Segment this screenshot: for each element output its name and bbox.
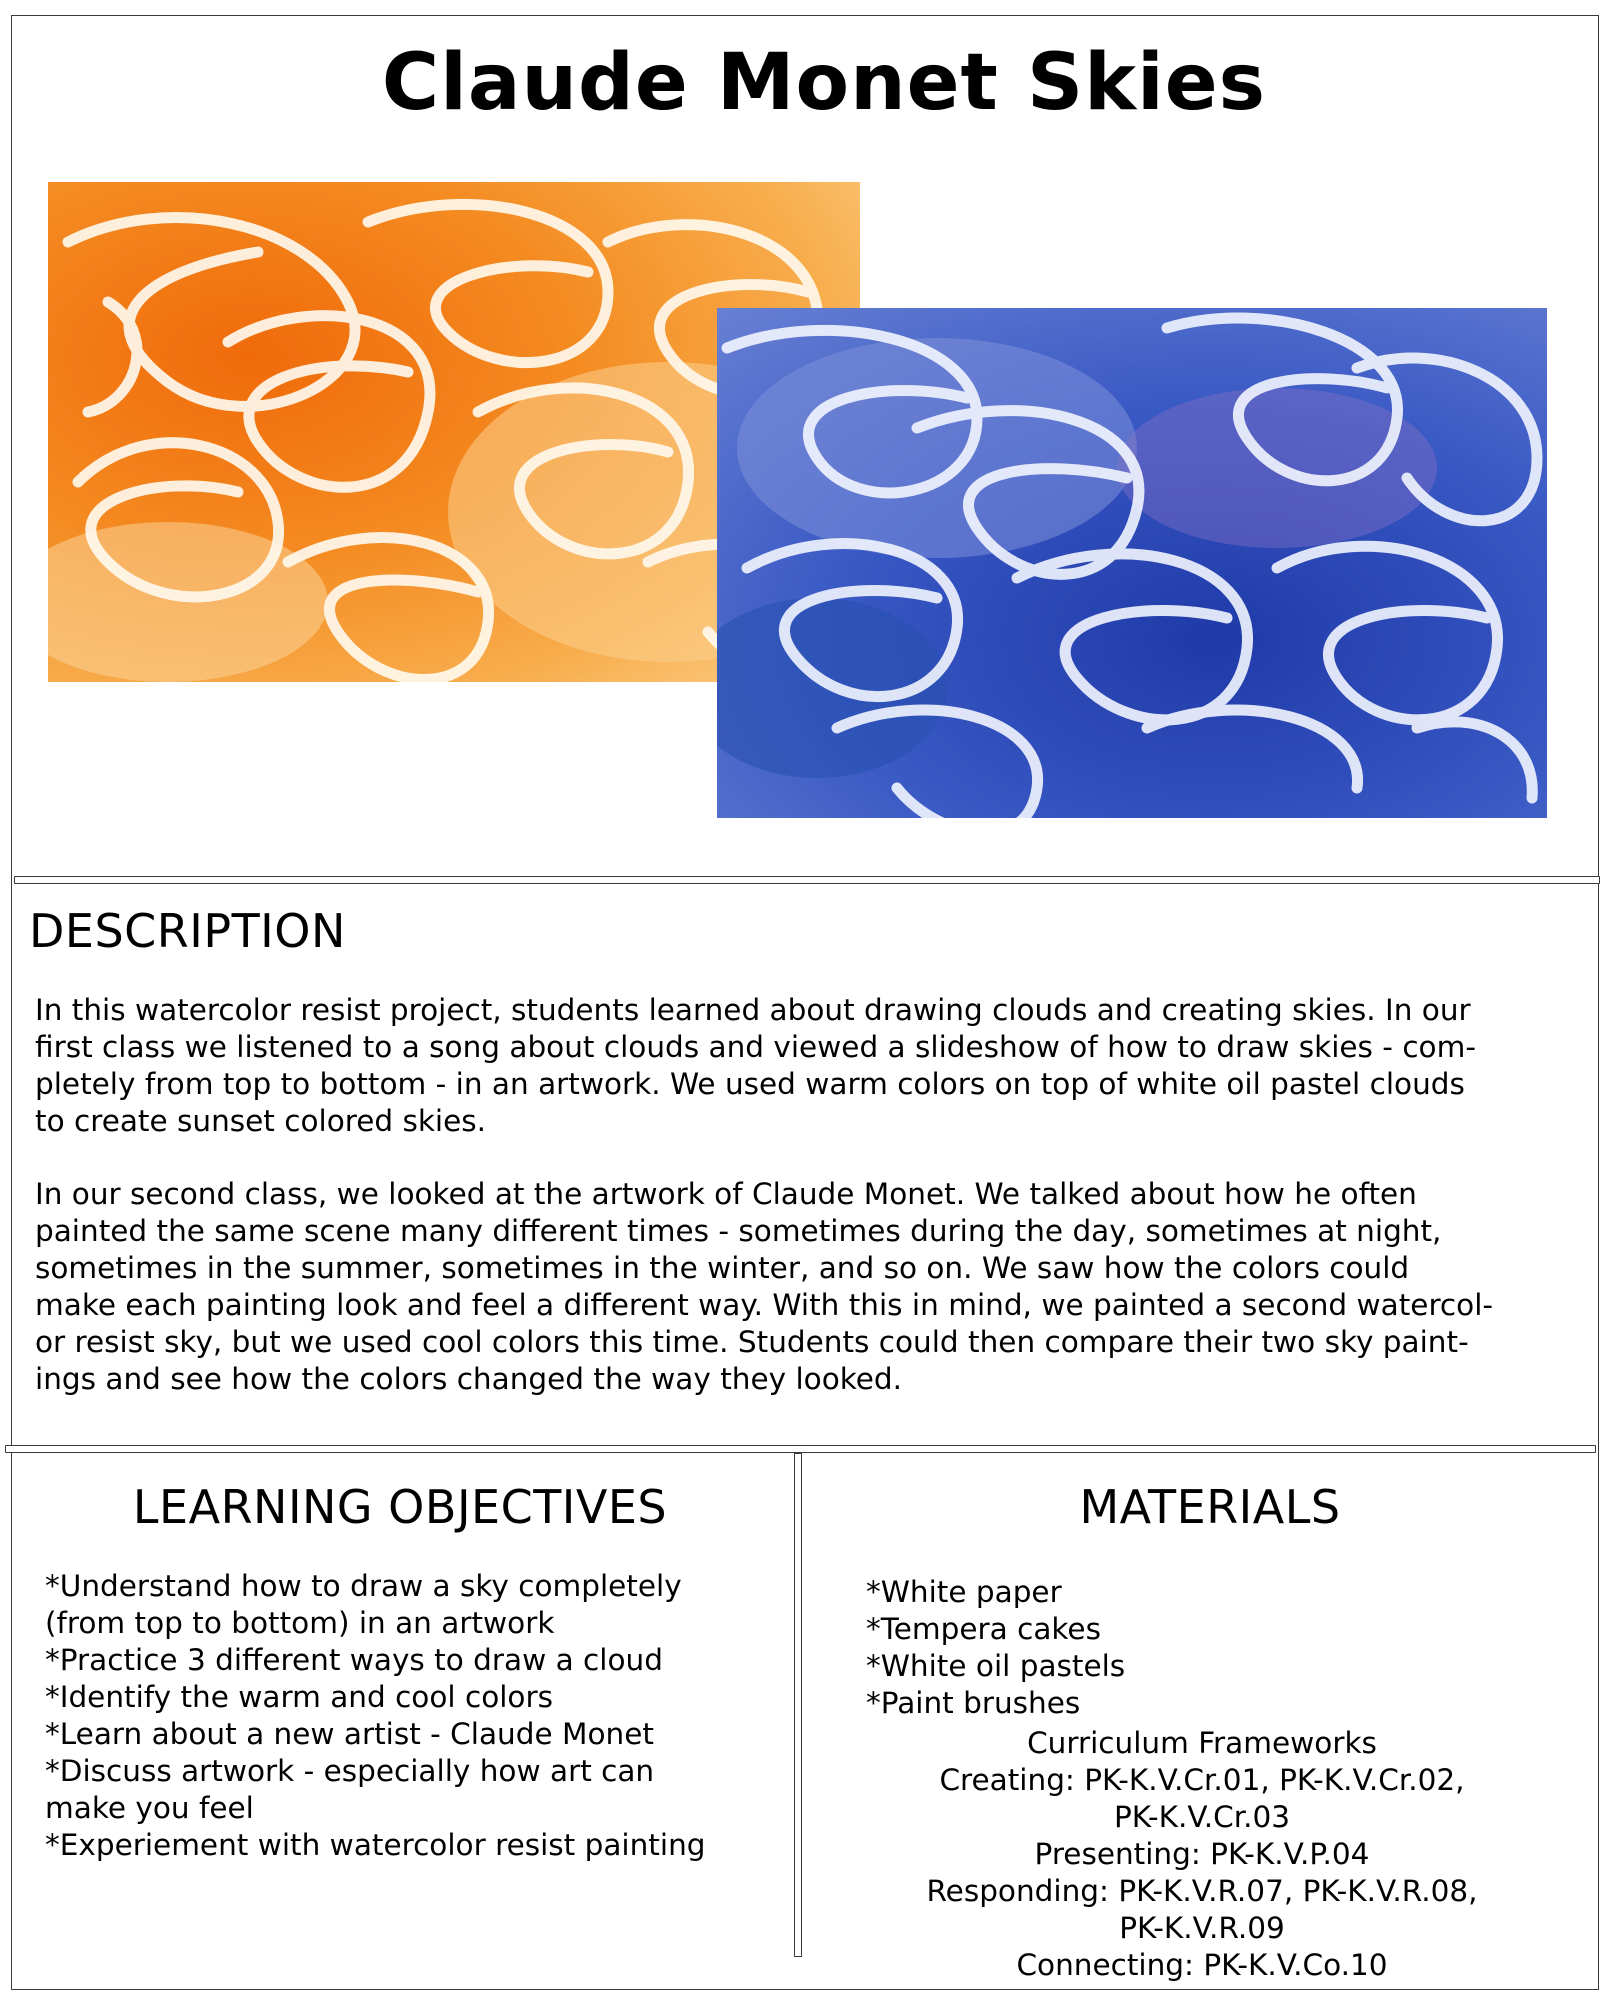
description-text <box>35 992 1575 1434</box>
materials-list <box>866 1574 1566 1722</box>
list-item: *Discuss artwork - especially how art can <box>45 1754 655 1788</box>
text-line: sometimes in the summer, sometimes in the winter, and so on. We saw how the colors could <box>35 1251 1410 1285</box>
list-item: *White paper <box>866 1575 1062 1609</box>
list-item: *Practice 3 different ways to draw a cloud <box>45 1643 663 1677</box>
text-line: In this watercolor resist project, students learned about drawing clouds and creating skies. In our <box>35 993 1471 1027</box>
text-line: painted the same scene many different times - sometimes during the day, sometimes at night, <box>35 1214 1442 1248</box>
frameworks-line: Creating: PK-K.V.Cr.01, PK-K.V.Cr.02, <box>939 1763 1465 1797</box>
text-line: ings and see how the colors changed the way they looked. <box>35 1362 903 1396</box>
curriculum-frameworks <box>808 1725 1596 1984</box>
frameworks-heading: Curriculum Frameworks <box>1027 1726 1377 1760</box>
text-line: to create sunset colored skies. <box>35 1104 487 1138</box>
text-line: first class we listened to a song about clouds and viewed a slideshow of how to draw skies - com- <box>35 1030 1476 1064</box>
list-item: *Paint brushes <box>866 1686 1081 1720</box>
cool-sky-painting <box>717 308 1547 818</box>
description-paragraph-2 <box>35 1176 1575 1398</box>
section-divider <box>14 876 1600 884</box>
text-line: make each painting look and feel a different way. With this in mind, we painted a second watercol- <box>35 1288 1494 1322</box>
frameworks-line: PK-K.V.R.09 <box>1119 1911 1285 1945</box>
text-line: In our second class, we looked at the artwork of Claude Monet. We talked about how he often <box>35 1177 1417 1211</box>
list-item: *Tempera cakes <box>866 1612 1101 1646</box>
text-line: pletely from top to bottom - in an artwork. We used warm colors on top of white oil pastel clouds <box>35 1067 1465 1101</box>
learning-objectives-heading: LEARNING OBJECTIVES <box>132 1480 668 1534</box>
description-paragraph-1 <box>35 992 1575 1140</box>
list-item: (from top to bottom) in an artwork <box>45 1606 555 1640</box>
list-item: *White oil pastels <box>866 1649 1126 1683</box>
text-line: or resist sky, but we used cool colors this time. Students could then compare their two sky paint- <box>35 1325 1469 1359</box>
materials-heading: MATERIALS <box>1079 1480 1341 1534</box>
frameworks-line: Responding: PK-K.V.R.07, PK-K.V.R.08, <box>926 1874 1478 1908</box>
list-item: *Identify the warm and cool colors <box>45 1680 553 1714</box>
page-title: Claude Monet Skies <box>381 38 1267 128</box>
list-item: *Learn about a new artist - Claude Monet <box>45 1717 654 1751</box>
list-item: make you feel <box>45 1791 254 1825</box>
frameworks-line: Presenting: PK-K.V.P.04 <box>1034 1837 1370 1871</box>
section-divider <box>5 1445 1596 1453</box>
list-item: *Experiement with watercolor resist painting <box>45 1828 706 1862</box>
description-heading: DESCRIPTION <box>29 904 346 958</box>
frameworks-line: Connecting: PK-K.V.Co.10 <box>1016 1948 1388 1982</box>
frameworks-line: PK-K.V.Cr.03 <box>1113 1800 1291 1834</box>
learning-objectives-list <box>45 1568 785 1864</box>
list-item: *Understand how to draw a sky completely <box>45 1569 682 1603</box>
